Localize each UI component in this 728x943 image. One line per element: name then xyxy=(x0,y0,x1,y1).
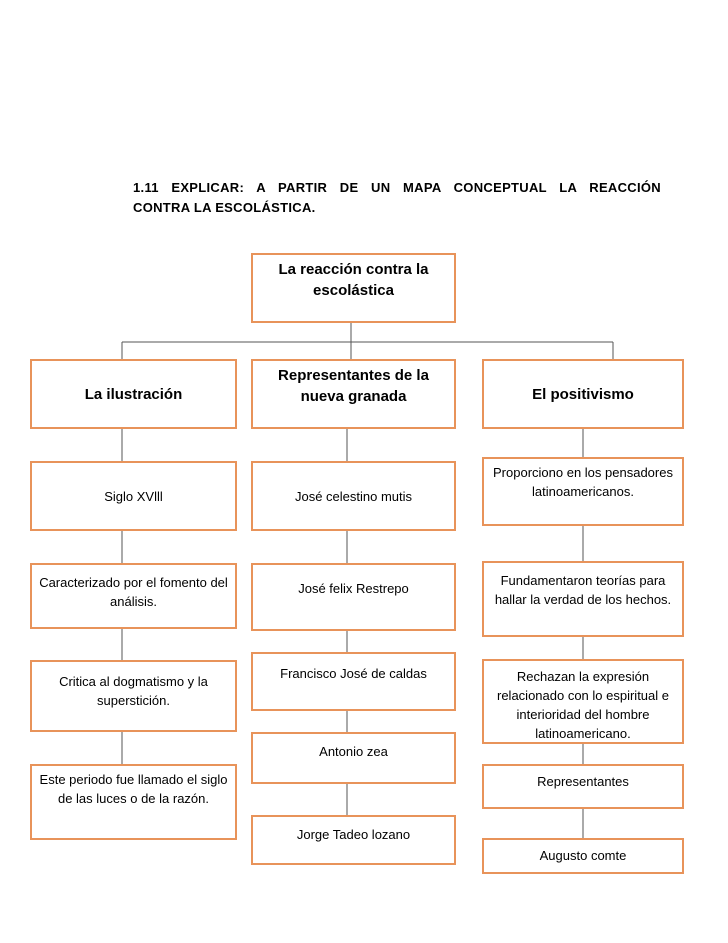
node-label: Siglo XVlll xyxy=(104,488,163,504)
title-line-1: 1.11 EXPLICAR: A PARTIR DE UN MAPA CONCEPTUAL LA REACCIÓN xyxy=(133,180,661,195)
node-jose-felix-restrepo xyxy=(251,563,456,631)
node-siglo-xviii xyxy=(30,461,237,531)
node-representantes xyxy=(251,359,456,429)
node-label: La ilustración xyxy=(84,385,183,403)
node-francisco-jose-de-caldas xyxy=(251,652,456,711)
node-label: Fundamentaron teorías para hallar la verdad de los hechos. xyxy=(494,573,672,607)
node-augusto-comte xyxy=(482,838,684,874)
root-node xyxy=(251,253,456,323)
root-node-label: La reacción contra la escolástica xyxy=(278,261,429,299)
node-label: Rechazan la expresión relacionado con lo espiritual e interioridad del hombre latinoamericano. xyxy=(497,669,669,741)
node-el-positivismo xyxy=(482,359,684,429)
node-fundamentaron-teorias xyxy=(482,561,684,637)
node-label: Representantes xyxy=(537,774,629,789)
node-proporciono-pensadores xyxy=(482,457,684,526)
page-title xyxy=(133,178,661,218)
node-critica-dogmatismo xyxy=(30,660,237,732)
node-fomento-analisis xyxy=(30,563,237,629)
node-label: Antonio zea xyxy=(319,744,388,759)
node-jorge-tadeo-lozano xyxy=(251,815,456,865)
node-label: Augusto comte xyxy=(539,848,627,863)
node-antonio-zea xyxy=(251,732,456,784)
node-label: Representantes de la nueva granada xyxy=(278,367,429,405)
node-label: José felix Restrepo xyxy=(298,581,409,596)
node-representantes-positivismo xyxy=(482,764,684,809)
title-line-2: CONTRA LA ESCOLÁSTICA. xyxy=(133,200,316,215)
node-label: Este periodo fue llamado el siglo de las luces o de la razón. xyxy=(39,772,228,806)
node-label: Critica al dogmatismo y la superstición. xyxy=(59,674,208,708)
node-label: Jorge Tadeo lozano xyxy=(296,827,411,842)
node-label: Caracterizado por el fomento del análisis. xyxy=(39,575,228,609)
node-label: José celestino mutis xyxy=(294,488,413,504)
node-siglo-de-las-luces xyxy=(30,764,237,840)
node-label: Francisco José de caldas xyxy=(280,666,427,681)
node-label: Proporciono en los pensadores latinoamericanos. xyxy=(493,465,673,499)
node-label: El positivismo xyxy=(532,385,634,403)
node-la-ilustracion xyxy=(30,359,237,429)
node-jose-celestino-mutis xyxy=(251,461,456,531)
node-rechazan-expresion xyxy=(482,659,684,744)
